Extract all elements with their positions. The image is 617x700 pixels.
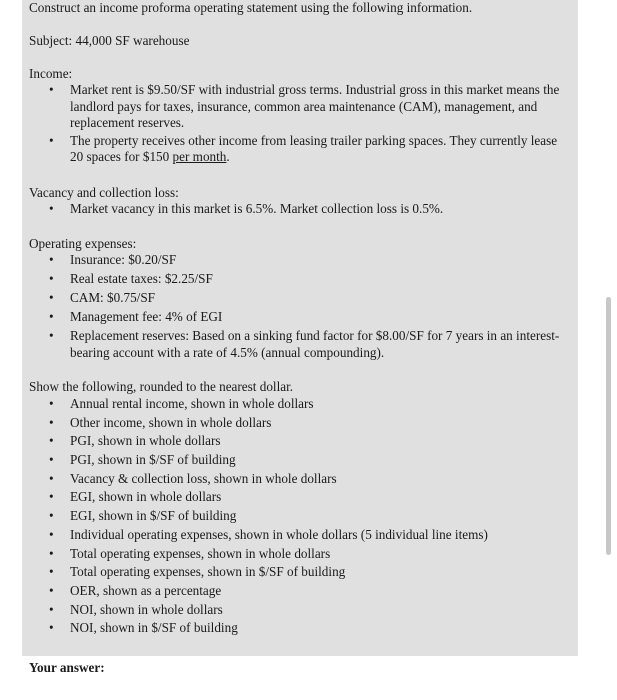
list-item: • Other income, shown in whole dollars xyxy=(22,415,578,434)
expenses-list xyxy=(22,252,578,361)
list-item: • Annual rental income, shown in whole dollars xyxy=(22,396,578,415)
answer-label: Your answer: xyxy=(29,660,105,675)
list-item: • PGI, shown in whole dollars xyxy=(22,433,578,452)
per-month-underlined: per month xyxy=(172,149,227,164)
list-item: • PGI, shown in $/SF of building xyxy=(22,452,578,471)
list-item: • EGI, shown in $/SF of building xyxy=(22,508,578,527)
list-item: • Management fee: 4% of EGI xyxy=(22,309,578,328)
list-item: • Market vacancy in this market is 6.5%. Market collection loss is 0.5%. xyxy=(22,201,578,218)
list-item xyxy=(22,133,578,166)
expenses-heading: Operating expenses: xyxy=(29,236,137,251)
list-item: • EGI, shown in whole dollars xyxy=(22,489,578,508)
list-item xyxy=(22,82,578,132)
list-item: • OER, shown as a percentage xyxy=(22,583,578,602)
income-list xyxy=(22,82,578,166)
list-item: • Total operating expenses, shown in $/SF of building xyxy=(22,564,578,583)
list-item: • CAM: $0.75/SF xyxy=(22,290,578,309)
income-parking-period: . xyxy=(226,149,230,164)
subject-text: Subject: 44,000 SF warehouse xyxy=(29,33,190,48)
list-item: • NOI, shown in $/SF of building xyxy=(22,620,578,639)
vacancy-list xyxy=(22,201,578,218)
show-list xyxy=(22,396,578,639)
income-rent-text: Market rent is $9.50/SF with industrial gross terms. Industrial gross in this market means the landlord pays for taxes, insurance, common area maintenance (CAM), management, and replacement reserves. xyxy=(70,82,560,130)
list-item: • Insurance: $0.20/SF xyxy=(22,252,578,271)
list-item: • Replacement reserves: Based on a sinking fund factor for $8.00/SF for 7 years in an interest-bearing account with a rate of 4.5% (annual compounding). xyxy=(22,328,578,361)
show-heading: Show the following, rounded to the nearest dollar. xyxy=(29,379,294,394)
question-panel xyxy=(22,0,578,656)
list-item: • Individual operating expenses, shown in whole dollars (5 individual line items) xyxy=(22,527,578,546)
income-parking-text: The property receives other income from leasing trailer parking spaces. They currently lease 20 spaces for $150 xyxy=(70,132,558,164)
list-item: • Vacancy & collection loss, shown in whole dollars xyxy=(22,471,578,490)
list-item: • NOI, shown in whole dollars xyxy=(22,602,578,621)
income-heading: Income: xyxy=(29,66,73,81)
vacancy-heading: Vacancy and collection loss: xyxy=(29,185,179,200)
list-item: • Real estate taxes: $2.25/SF xyxy=(22,271,578,290)
intro-text: Construct an income proforma operating statement using the following information. xyxy=(29,0,473,15)
vertical-scrollbar[interactable] xyxy=(606,297,611,555)
list-item: • Total operating expenses, shown in whole dollars xyxy=(22,546,578,565)
